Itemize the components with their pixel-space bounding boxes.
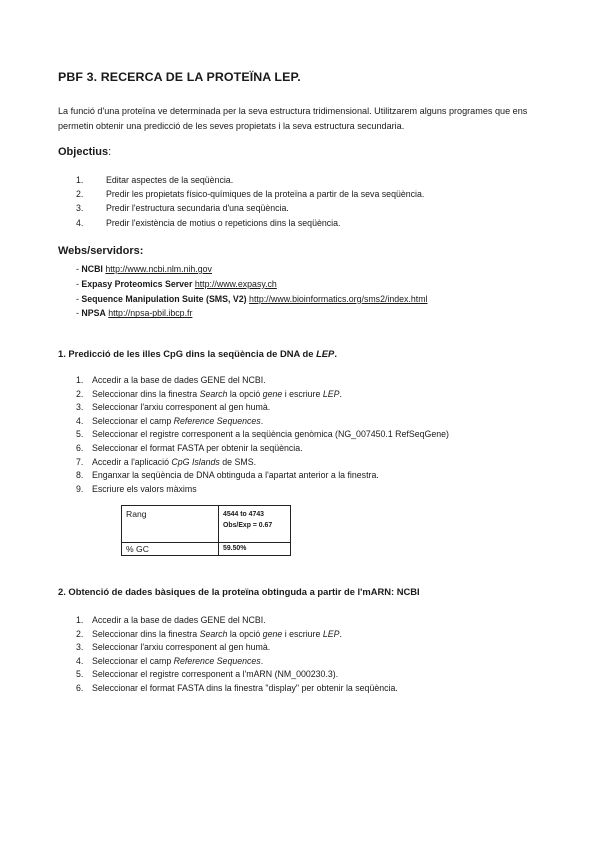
item-number: 6. — [76, 682, 84, 693]
section-2-title: 2. Obtenció de dades bàsiques de la proteïna obtinguda a partir de l'mARN: NCBI — [58, 586, 420, 597]
item-italic: LEP — [322, 388, 340, 399]
section-1-steps — [58, 374, 449, 496]
section-1-title — [58, 348, 337, 359]
webs-list — [76, 262, 428, 321]
item-number: 9. — [76, 483, 84, 494]
list-item — [58, 469, 449, 483]
item-number: 6. — [76, 442, 84, 453]
item-italic: Reference Sequences — [173, 655, 261, 666]
web-link[interactable]: http://npsa-pbil.ibcp.fr — [108, 308, 193, 319]
objectives-list — [58, 173, 424, 230]
objectives-heading — [58, 146, 111, 158]
item-text: Seleccionar dins la finestra — [92, 388, 200, 399]
item-text: Seleccionar l'arxiu corresponent al gen humà. — [92, 642, 271, 653]
item-text: Seleccionar dins la finestra — [92, 628, 200, 639]
item-number: 4. — [76, 415, 84, 426]
list-item — [58, 428, 449, 442]
item-number: 5. — [76, 429, 84, 440]
item-text: Predir l'existència de motius o repeticions dins la seqüència. — [106, 217, 341, 228]
web-item: - NCBI http://www.ncbi.nlm.nih.gov — [76, 264, 212, 274]
list-item — [58, 628, 398, 642]
web-link[interactable]: http://www.bioinformatics.org/sms2/index.html — [249, 293, 428, 304]
item-number: 1. — [76, 615, 84, 625]
webs-heading: Webs/servidors: — [58, 245, 144, 257]
rang-value-ratio: Obs/Exp = 0.67 — [223, 522, 273, 529]
item-text: Enganxar la seqüència de DNA obtinguda a l'apartat anterior a la finestra. — [92, 470, 379, 481]
item-number: 1. — [76, 375, 84, 385]
item-number: 3. — [76, 203, 84, 214]
item-text: Accedir a l'aplicació — [92, 456, 172, 467]
web-item: - Sequence Manipulation Suite (SMS, V2) http://www.bioinformatics.org/sms2/index.html — [76, 293, 428, 304]
web-link[interactable]: http://www.ncbi.nlm.nih.gov — [105, 264, 212, 274]
item-number: 8. — [76, 470, 84, 481]
table-row — [122, 506, 291, 543]
item-text: Seleccionar el camp — [92, 655, 174, 666]
item-number: 3. — [76, 402, 84, 413]
list-item — [58, 187, 424, 201]
item-number: 4. — [76, 655, 84, 666]
objectives-heading-colon: : — [108, 146, 112, 158]
item-italic: Search — [199, 388, 228, 399]
list-item — [58, 641, 398, 655]
web-item: - NPSA http://npsa-pbil.ibcp.fr — [76, 308, 193, 319]
item-text: . — [260, 655, 264, 666]
list-item — [58, 655, 398, 669]
item-text: Predir l'estructura secundaria d'una seqüència. — [106, 203, 289, 214]
item-italic: gene — [262, 388, 283, 399]
section-1-title-gene: LEP — [316, 348, 335, 359]
intro-paragraph: La funció d'una proteïna ve determinada per la seva estructura tridimensional. Utilitzarem alguns programes que ens permetin obtenir una predicció de les seves propietats i la seva estructura secundaria. — [58, 106, 528, 131]
gc-label: % GC — [122, 543, 219, 556]
web-name: NPSA — [81, 308, 106, 319]
gc-value — [219, 543, 291, 556]
item-text: Seleccionar el camp — [92, 415, 174, 426]
list-item — [58, 374, 449, 388]
list-item — [58, 201, 424, 215]
item-text: Accedir a la base de dades GENE del NCBI. — [92, 615, 266, 625]
list-item — [58, 388, 449, 402]
item-number: 2. — [76, 388, 84, 399]
item-text: Seleccionar l'arxiu corresponent al gen humà. — [92, 402, 271, 413]
list-item — [58, 682, 398, 696]
rang-value-range: 4544 to 4743 — [223, 511, 264, 518]
objectives-heading-text: Objectius — [58, 146, 109, 158]
cpg-results-table — [121, 505, 291, 556]
item-italic: Reference Sequences — [173, 415, 261, 426]
list-item — [58, 401, 449, 415]
web-name: NCBI — [81, 264, 103, 274]
section-1-title-end: . — [334, 348, 337, 359]
item-text: Seleccionar el registre corresponent a la seqüència genòmica (NG_007450.1 RefSeqGene) — [92, 429, 449, 440]
item-text: . — [339, 628, 342, 639]
section-1-title-text: 1. Predicció de les illes CpG dins la seqüència de DNA de — [58, 348, 317, 359]
item-text: Editar aspectes de la seqüència. — [106, 175, 234, 185]
list-item — [58, 216, 424, 230]
item-text: . — [260, 415, 264, 426]
item-text: i escriure — [282, 628, 323, 639]
list-item — [58, 668, 398, 682]
item-number: 7. — [76, 456, 84, 467]
item-number: 3. — [76, 642, 84, 653]
item-italic: gene — [262, 628, 283, 639]
web-item: - Expasy Proteomics Server http://www.expasy.ch — [76, 278, 277, 289]
item-text: i escriure — [282, 388, 323, 399]
list-item — [58, 456, 449, 470]
item-number: 2. — [76, 628, 84, 639]
item-number: 4. — [76, 217, 84, 228]
item-number: 5. — [76, 669, 84, 680]
web-name: Expasy Proteomics Server — [81, 278, 193, 289]
web-name: Sequence Manipulation Suite (SMS, V2) — [81, 293, 247, 304]
rang-value — [219, 506, 291, 543]
item-number: 2. — [76, 189, 84, 200]
table-row — [122, 543, 291, 556]
item-text: Seleccionar el format FASTA per obtenir la seqüència. — [92, 442, 303, 453]
item-italic: CpG Islands — [171, 456, 220, 467]
section-2-steps — [58, 614, 398, 696]
item-text: la opció — [227, 388, 263, 399]
list-item — [58, 415, 449, 429]
list-item — [58, 173, 424, 187]
item-text: . — [339, 388, 342, 399]
item-text: Seleccionar el format FASTA dins la finestra "display" per obtenir la seqüència. — [92, 682, 398, 693]
item-text: Escriure els valors màxims — [92, 483, 197, 494]
rang-label: Rang — [122, 506, 219, 543]
list-item — [58, 442, 449, 456]
page-title: PBF 3. RECERCA DE LA PROTEÏNA LEP. — [58, 70, 301, 84]
gc-value-text: 59.50% — [223, 545, 247, 552]
item-italic: Search — [199, 628, 228, 639]
item-number: 1. — [76, 175, 84, 185]
item-italic: LEP — [322, 628, 340, 639]
item-text: Seleccionar el registre corresponent a l'mARN (NM_000230.3). — [92, 669, 339, 680]
list-item — [58, 483, 449, 497]
item-text: Accedir a la base de dades GENE del NCBI. — [92, 375, 266, 385]
item-text: de SMS. — [219, 456, 257, 467]
web-link[interactable]: http://www.expasy.ch — [194, 278, 277, 289]
item-text: Predir les propietats físico-químiques de la proteïna a partir de la seva seqüència. — [106, 189, 425, 200]
list-item — [58, 614, 398, 628]
item-text: la opció — [227, 628, 263, 639]
